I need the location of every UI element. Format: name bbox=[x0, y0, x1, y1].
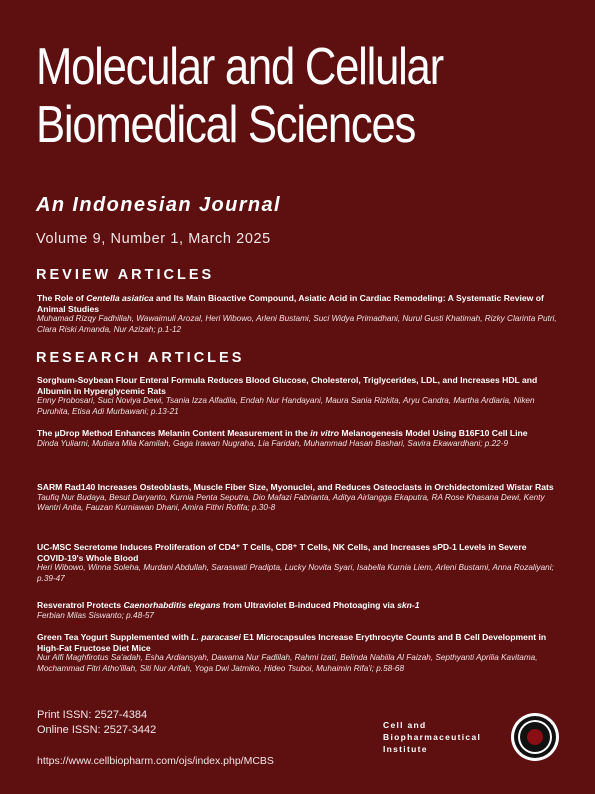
article-authors: Dinda Yuliarni, Mutiara Mila Kamilah, Gaga Irawan Nugraha, Lia Faridah, Muhammad Hasan Bashari, Savira Ekawardhani; p.22-9 bbox=[37, 438, 509, 448]
article-authors: Nur Alfi Maghfirotus Sa'adah, Esha Ardiansyah, Dawama Nur Fadlilah, Rahmi Izati, Belinda Nabiila Al Faizah, Septhyanti Aprilia Kavitama, Mochammad Fitri Atho'illah, Siti Nur Arifah, Yoga Dwi Jatmiko, Hideo Tsuboi, Muhaimin Rifa'i; p.58-68 bbox=[37, 653, 538, 673]
review-articles-heading: REVIEW ARTICLES bbox=[36, 267, 215, 283]
article-title: Sorghum-Soybean Flour Enteral Formula Reduces Blood Glucose, Cholesterol, Triglycerides, LDL, and Increases HDL and Albumin in Hyperglycemic Rats bbox=[37, 375, 538, 396]
article-authors: Ferbian Milas Siswanto; p.48-57 bbox=[37, 610, 154, 620]
journal-title-line1: Molecular and Cellular bbox=[36, 38, 443, 96]
article-research-4[interactable] bbox=[37, 542, 557, 584]
article-authors: Taufiq Nur Budaya, Besut Daryanto, Kurnia Penta Seputra, Dio Mafazi Fabrianta, Aditya Airlangga Ekaputra, RA Rose Khasana Dewi, Kenty Wantri Anita, Fauzan Kurniawan Dhani, Amira Fithri Rofifa; p.30-8 bbox=[37, 492, 545, 512]
article-title: Resveratrol Protects Caenorhabditis elegans from Ultraviolet B-induced Photoaging via skn-1 bbox=[37, 600, 420, 610]
article-research-3[interactable] bbox=[37, 482, 557, 514]
article-authors: Muhamad Rizqy Fadhillah, Wawaimuli Arozal, Heri Wibowo, Arleni Bustami, Suci Widya Primadhani, Nurul Gusti Khatimah, Rizky Clarinta Putri, Clara Riski Amanda, Nur Azizah; p.1-12 bbox=[37, 314, 557, 334]
article-authors: Enny Probosari, Suci Noviya Dewi, Tsania Izza Alfadila, Endah Nur Handayani, Maura Sania Rizkita, Aryu Candra, Martha Ardiaria, Niken Puruhita, Etisa Adi Murbawani; p.13-21 bbox=[37, 396, 535, 416]
article-research-6[interactable] bbox=[37, 632, 557, 674]
journal-title-line2: Biomedical Sciences bbox=[36, 96, 416, 154]
article-title: UC-MSC Secretome Induces Proliferation of CD4⁺ T Cells, CD8⁺ T Cells, NK Cells, and Increases sPD-1 Levels in Severe COVID-19's Whole Blood bbox=[37, 542, 527, 563]
article-research-1[interactable] bbox=[37, 375, 557, 417]
article-research-2[interactable] bbox=[37, 428, 557, 449]
article-authors: Heri Wibowo, Winna Soleha, Murdani Abdullah, Saraswati Pradipta, Lucky Novita Syari, Isabella Kurnia Liem, Arleni Bustami, Anna Rozaliyani; p.39-47 bbox=[37, 563, 554, 583]
online-issn: Online ISSN: 2527-3442 bbox=[37, 724, 157, 736]
journal-title bbox=[36, 38, 494, 154]
article-title: The Role of Centella asiatica and Its Main Bioactive Compound, Asiatic Acid in Cardiac Remodeling: A Systematic Review of Animal Studies bbox=[37, 293, 544, 314]
journal-subtitle: An Indonesian Journal bbox=[36, 194, 281, 216]
publisher-logo-icon bbox=[510, 712, 560, 767]
print-issn: Print ISSN: 2527-4384 bbox=[37, 709, 148, 721]
issue-info: Volume 9, Number 1, March 2025 bbox=[36, 231, 271, 247]
article-title: The µDrop Method Enhances Melanin Content Measurement in the in vitro Melanogenesis Model Using B16F10 Cell Line bbox=[37, 428, 528, 438]
article-title: SARM Rad140 Increases Osteoblasts, Muscle Fiber Size, Myonuclei, and Reduces Osteoclasts in Orchidectomized Wistar Rats bbox=[37, 482, 554, 492]
article-title: Green Tea Yogurt Supplemented with L. paracasei E1 Microcapsules Increase Erythrocyte Counts and B Cell Development in High-Fat Fructose Diet Mice bbox=[37, 632, 547, 653]
research-articles-heading: RESEARCH ARTICLES bbox=[36, 350, 245, 366]
journal-url-link[interactable]: https://www.cellbiopharm.com/ojs/index.php/MCBS bbox=[37, 755, 274, 767]
article-research-5[interactable] bbox=[37, 600, 557, 621]
publisher-name: Cell and Biopharmaceutical Institute bbox=[383, 720, 482, 754]
article-review-1[interactable] bbox=[37, 293, 557, 335]
